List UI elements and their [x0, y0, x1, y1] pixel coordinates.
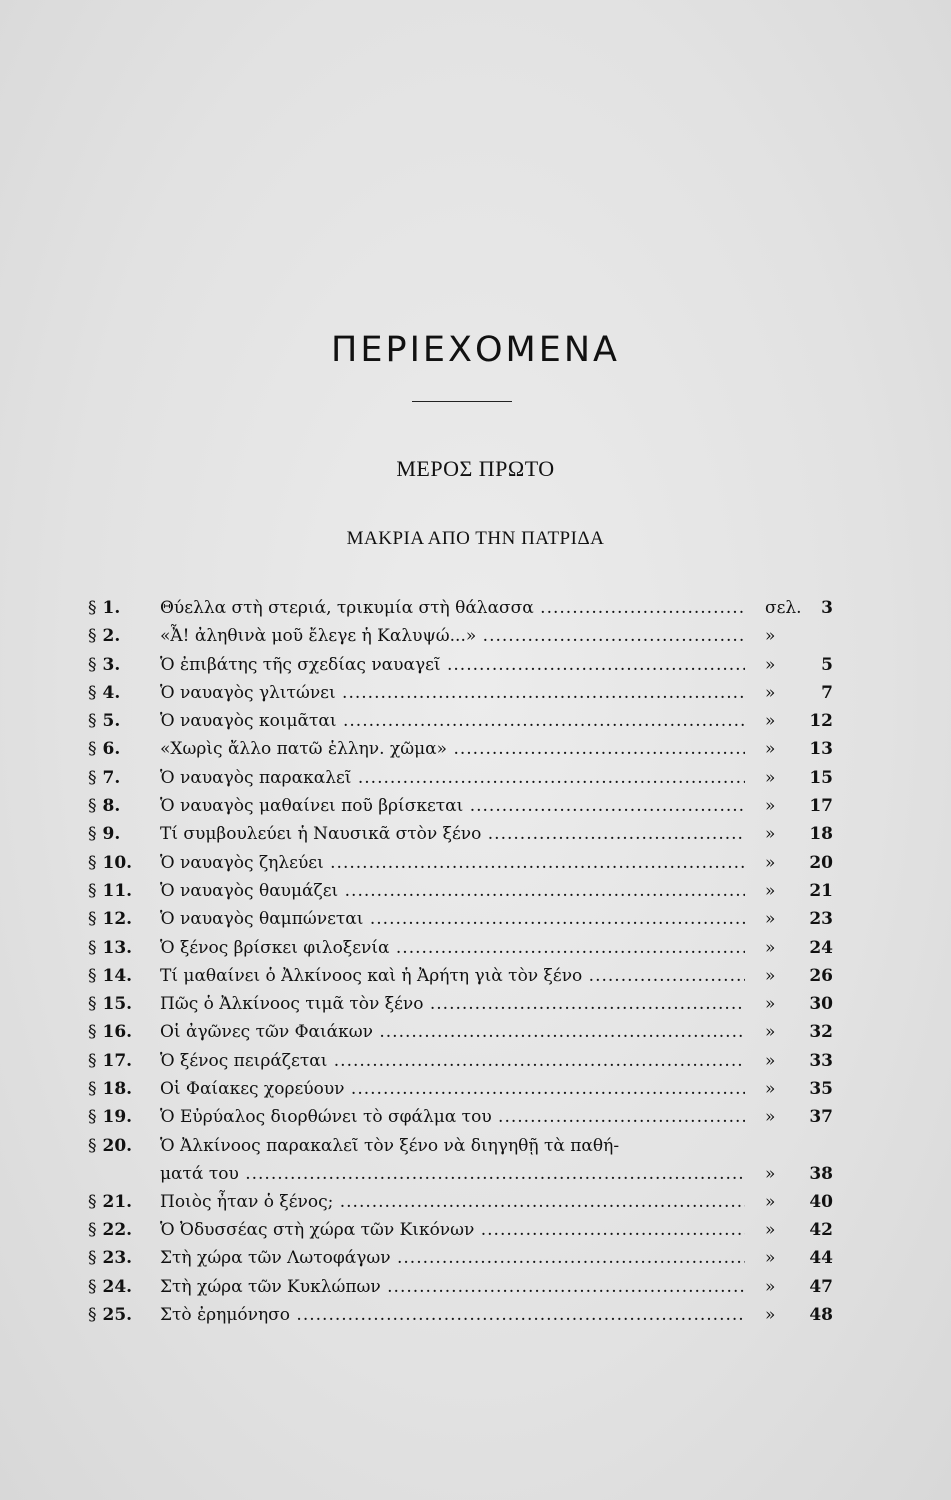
section-number [88, 1188, 132, 1216]
toc-entry [0, 1301, 951, 1329]
toc-entry [0, 1132, 951, 1188]
entry-title: Ὁ Εὐρύαλος διορθώνει τὸ σφάλμα του ..... [160, 1103, 745, 1131]
page-prefix: » [765, 654, 776, 675]
section-symbol: § [88, 909, 97, 930]
page-prefix: » [765, 965, 776, 986]
section-num: 9. [102, 824, 121, 845]
page-number: 20 [809, 852, 833, 873]
page-prefix: » [765, 1107, 776, 1128]
toc-entry [0, 820, 951, 848]
section-num: 21. [102, 1191, 133, 1212]
section-number [88, 735, 120, 763]
table-of-contents [0, 594, 951, 1329]
entry-title: Τί συμβουλεύει ἡ Ναυσικᾶ στὸν ξένο ..... [160, 820, 745, 848]
section-number [88, 905, 132, 933]
entry-title: Πῶς ὁ Ἀλκίνοος τιμᾶ τὸν ξένο ..... [160, 990, 745, 1018]
page-prefix: » [765, 1248, 776, 1269]
page-number: 13 [809, 739, 833, 760]
section-symbol: § [88, 1304, 97, 1325]
toc-entry [0, 622, 951, 650]
entry-title: Τί μαθαίνει ὁ Ἀλκίνοος καὶ ἡ Ἀρήτη γιὰ τὸν ξένο ..... [160, 962, 745, 990]
page-number: 33 [809, 1050, 833, 1071]
section-number [88, 1132, 132, 1160]
page-number: 18 [809, 824, 833, 845]
page-prefix: » [765, 852, 776, 873]
page-prefix: » [765, 1050, 776, 1071]
page-number: 32 [809, 1022, 833, 1043]
section-num: 20. [102, 1135, 133, 1156]
page-prefix: » [765, 682, 776, 703]
toc-entry [0, 849, 951, 877]
page-number: 35 [809, 1079, 833, 1100]
toc-entry [0, 1075, 951, 1103]
section-num: 2. [102, 626, 121, 647]
entry-title: Ὁ ναυαγὸς θαμπώνεται ..... [160, 905, 745, 933]
section-number [88, 877, 132, 905]
entry-title: Ὁ ναυαγὸς παρακαλεῖ ..... [160, 764, 745, 792]
page-prefix: » [765, 767, 776, 788]
page-prefix: » [765, 711, 776, 732]
section-num: 11. [102, 880, 133, 901]
page-number: 42 [809, 1219, 833, 1240]
section-number [88, 1273, 132, 1301]
page-number: 5 [821, 654, 833, 675]
toc-entry [0, 1018, 951, 1046]
page-number: 26 [809, 965, 833, 986]
toc-entry [0, 1047, 951, 1075]
entry-title: Ὁ ναυαγὸς κοιμᾶται ..... [160, 707, 745, 735]
section-symbol: § [88, 824, 97, 845]
page-prefix: » [765, 937, 776, 958]
section-num: 15. [102, 994, 133, 1015]
entry-title: Ὁ ναυαγὸς ζηλεύει ..... [160, 849, 745, 877]
section-number [88, 849, 132, 877]
section-symbol: § [88, 880, 97, 901]
section-symbol: § [88, 1191, 97, 1212]
page-prefix: » [765, 1191, 776, 1212]
entry-title: Οἱ ἀγῶνες τῶν Φαιάκων ..... [160, 1018, 745, 1046]
section-number [88, 1301, 132, 1329]
section-symbol: § [88, 598, 97, 618]
entry-title: «Ἆ! ἀληθινὰ μοῦ ἔλεγε ἡ Καλυψώ...» ..... [160, 622, 745, 650]
page-prefix: » [765, 739, 776, 760]
toc-entry [0, 1103, 951, 1131]
entry-title: Οἱ Φαίακες χορεύουν ..... [160, 1075, 745, 1103]
part-heading: ΜΕΡΟΣ ΠΡΩΤΟ [396, 456, 555, 481]
toc-entry [0, 792, 951, 820]
section-num: 23. [102, 1248, 133, 1269]
section-number [88, 1103, 132, 1131]
section-num: 17. [102, 1050, 133, 1071]
entry-title-continuation: ματά του ..... [160, 1160, 745, 1188]
section-num: 6. [102, 739, 121, 760]
section-symbol: § [88, 1276, 97, 1297]
entry-title: Στὸ ἐρημόνησο ..... [160, 1301, 745, 1329]
toc-entry [0, 764, 951, 792]
entry-title: Στὴ χώρα τῶν Κυκλώπων ..... [160, 1273, 745, 1301]
page-number: 15 [809, 767, 833, 788]
section-number [88, 1018, 132, 1046]
page-number: 21 [809, 880, 833, 901]
page-prefix: » [765, 1276, 776, 1297]
toc-entry [0, 651, 951, 679]
section-symbol: § [88, 654, 97, 675]
toc-entry [0, 1188, 951, 1216]
page-number: 40 [809, 1191, 833, 1212]
toc-entry [0, 679, 951, 707]
section-number [88, 679, 120, 707]
section-number [88, 934, 132, 962]
page-prefix: σελ. [765, 598, 802, 618]
page-prefix: » [765, 994, 776, 1015]
section-symbol: § [88, 1022, 97, 1043]
page-prefix: » [765, 909, 776, 930]
section-num: 18. [102, 1079, 133, 1100]
section-number [88, 792, 120, 820]
page-prefix: » [765, 1304, 776, 1325]
section-num: 10. [102, 852, 133, 873]
section-symbol: § [88, 1050, 97, 1071]
section-symbol: § [88, 682, 97, 703]
page-number: 38 [809, 1163, 833, 1184]
section-symbol: § [88, 965, 97, 986]
section-num: 13. [102, 937, 133, 958]
section-symbol: § [88, 1248, 97, 1269]
toc-entry [0, 1244, 951, 1272]
entry-title: Ὁ ναυαγὸς μαθαίνει ποῦ βρίσκεται ..... [160, 792, 745, 820]
entry-title: Στὴ χώρα τῶν Λωτοφάγων ..... [160, 1244, 745, 1272]
page-number: 12 [809, 711, 833, 732]
page-number: 3 [821, 598, 833, 618]
section-num: 4. [102, 682, 121, 703]
page-prefix: » [765, 1219, 776, 1240]
toc-entry [0, 1216, 951, 1244]
section-symbol: § [88, 1107, 97, 1128]
toc-entry [0, 735, 951, 763]
page-number: 48 [809, 1304, 833, 1325]
entry-title: Ποιὸς ἦταν ὁ ξένος; ..... [160, 1188, 745, 1216]
section-number [88, 962, 132, 990]
page-prefix: » [765, 1079, 776, 1100]
section-number [88, 622, 120, 650]
entry-title: Ὁ ναυαγὸς θαυμάζει ..... [160, 877, 745, 905]
section-number [88, 1216, 132, 1244]
section-number [88, 651, 120, 679]
toc-entry [0, 877, 951, 905]
entry-title: Ὁ ναυαγὸς γλιτώνει ..... [160, 679, 745, 707]
title-divider [412, 401, 512, 402]
page-prefix: » [765, 824, 776, 845]
section-number [88, 707, 120, 735]
section-num: 3. [102, 654, 121, 675]
section-symbol: § [88, 626, 97, 647]
entry-title: Ὁ Ἀλκίνοος παρακαλεῖ τὸν ξένο νὰ διηγηθῇ τὰ παθή- [160, 1135, 620, 1156]
section-number [88, 1047, 132, 1075]
section-number [88, 594, 120, 622]
section-num: 19. [102, 1107, 133, 1128]
section-number [88, 990, 132, 1018]
page-number: 17 [809, 796, 833, 817]
page-number: 37 [809, 1107, 833, 1128]
section-symbol: § [88, 767, 97, 788]
section-num: 16. [102, 1022, 133, 1043]
page-number: 7 [821, 682, 833, 703]
page-prefix: » [765, 880, 776, 901]
entry-title: «Χωρὶς ἄλλο πατῶ ἑλλην. χῶμα» ..... [160, 735, 745, 763]
section-symbol: § [88, 1219, 97, 1240]
section-num: 8. [102, 796, 121, 817]
section-symbol: § [88, 739, 97, 760]
page-prefix: » [765, 1163, 776, 1184]
section-symbol: § [88, 852, 97, 873]
section-num: 1. [102, 598, 121, 618]
section-num: 25. [102, 1304, 133, 1325]
toc-entry [0, 934, 951, 962]
page-number: 30 [809, 994, 833, 1015]
section-number [88, 764, 120, 792]
page-number: 47 [809, 1276, 833, 1297]
toc-entry [0, 962, 951, 990]
section-num: 12. [102, 909, 133, 930]
toc-entry [0, 594, 951, 622]
section-number [88, 1075, 132, 1103]
page-prefix: » [765, 626, 776, 647]
section-symbol: § [88, 1135, 97, 1156]
section-symbol: § [88, 994, 97, 1015]
page-number: 44 [809, 1248, 833, 1269]
section-num: 14. [102, 965, 133, 986]
section-symbol: § [88, 1079, 97, 1100]
toc-entry [0, 707, 951, 735]
page-prefix: » [765, 796, 776, 817]
section-number [88, 820, 120, 848]
toc-entry [0, 990, 951, 1018]
section-num: 5. [102, 711, 121, 732]
toc-entry [0, 1273, 951, 1301]
entry-title: Ὁ Ὀδυσσέας στὴ χώρα τῶν Κικόνων ..... [160, 1216, 745, 1244]
part-subtitle: ΜΑΚΡΙΑ ΑΠΟ ΤΗΝ ΠΑΤΡΙΔΑ [346, 528, 605, 549]
section-symbol: § [88, 796, 97, 817]
section-num: 7. [102, 767, 121, 788]
toc-entry [0, 905, 951, 933]
entry-title: Ὁ ἐπιβάτης τῆς σχεδίας ναυαγεῖ ..... [160, 651, 745, 679]
section-symbol: § [88, 711, 97, 732]
page-prefix: » [765, 1022, 776, 1043]
section-number [88, 1244, 132, 1272]
section-num: 24. [102, 1276, 133, 1297]
page-title: ΠΕΡΙΕΧΟΜΕΝΑ [331, 330, 620, 370]
section-symbol: § [88, 937, 97, 958]
entry-title: Θύελλα στὴ στεριά, τρικυμία στὴ θάλασσα ..... [160, 594, 745, 622]
page-number: 23 [809, 909, 833, 930]
entry-title: Ὁ ξένος βρίσκει φιλοξενία ..... [160, 934, 745, 962]
section-num: 22. [102, 1219, 133, 1240]
page-number: 24 [809, 937, 833, 958]
entry-title: Ὁ ξένος πειράζεται ..... [160, 1047, 745, 1075]
